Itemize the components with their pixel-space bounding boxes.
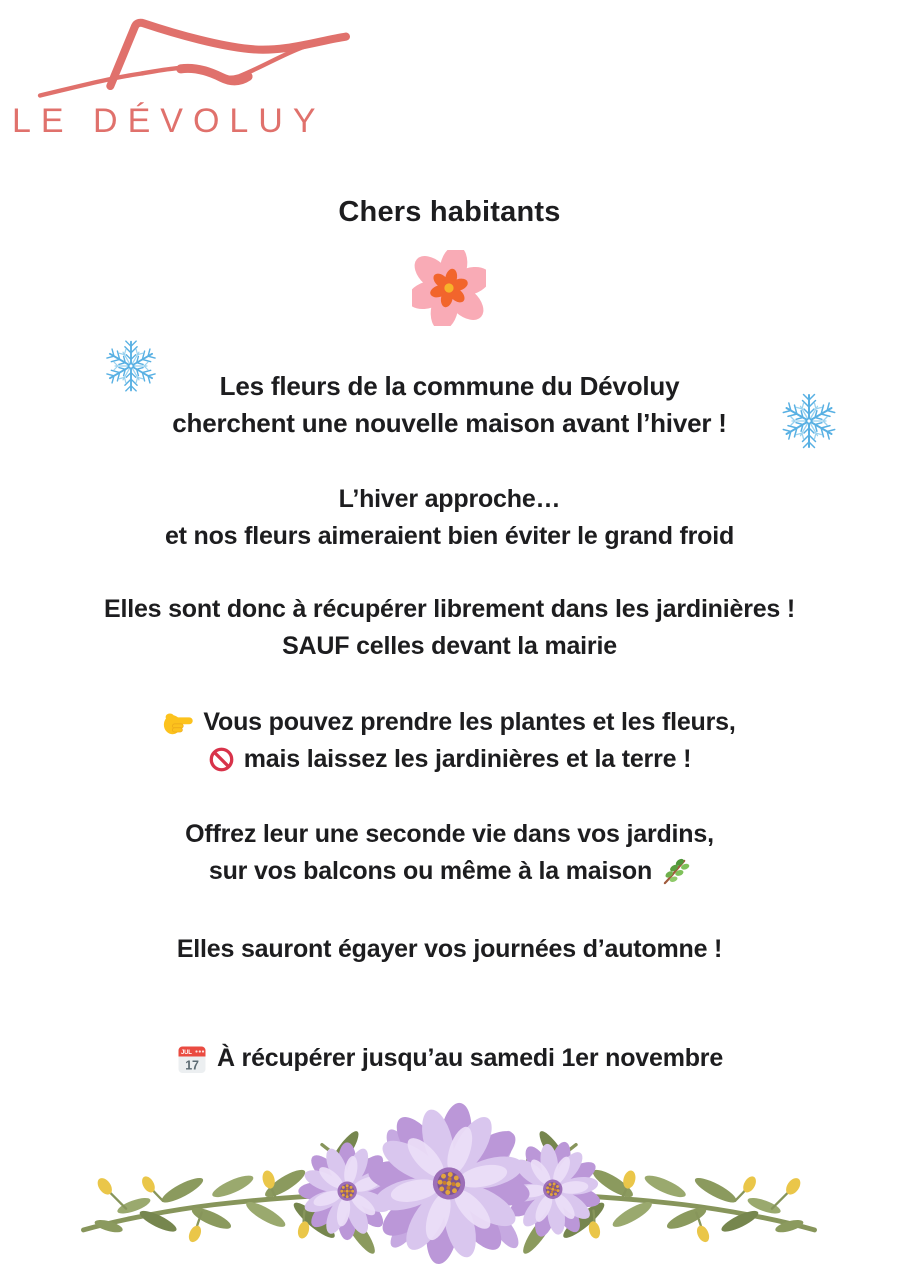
recup-line-1: Elles sont donc à récupérer librement dans les jardinières !: [103, 595, 796, 623]
paragraph-recuperation: [0, 591, 899, 665]
offer-line-1: Offrez leur une seconde vie dans vos jardins,: [185, 820, 714, 848]
hiver-line-1: L’hiver approche…: [338, 485, 561, 513]
deadline-line: [0, 1040, 899, 1077]
recup-line-2: SAUF celles devant la mairie: [282, 632, 617, 660]
cheer-text: Elles sauront égayer vos journées d’automne !: [176, 935, 723, 963]
intro-line-1: Les fleurs de la commune du Dévoluy: [219, 371, 680, 401]
leave-text: mais laissez les jardinières et la terre !: [243, 745, 692, 773]
deadline-text: À récupérer jusqu’au samedi 1er novembre: [216, 1044, 724, 1072]
paragraph-offer: [0, 816, 899, 890]
calendar-day: 17: [185, 1058, 199, 1072]
paragraph-cheer: [0, 931, 899, 968]
take-text: Vous pouvez prendre les plantes et les fleurs,: [203, 708, 736, 736]
logo-swoosh-icon: [28, 10, 358, 105]
paragraph-deadline: [0, 1040, 899, 1077]
take-line: [0, 704, 899, 741]
calendar-icon: [176, 1043, 208, 1075]
calendar-month: JUL: [180, 1049, 192, 1056]
leave-line: [0, 741, 899, 778]
garland-illustration: [66, 1094, 832, 1269]
intro-line-2: cherchent une nouvelle maison avant l’hiver !: [172, 408, 727, 438]
herb-icon: [661, 857, 690, 886]
brand-wordmark: LE DÉVOLUY: [12, 102, 326, 140]
intro-section: [0, 368, 899, 442]
offer-line-2: [0, 853, 899, 890]
logo: [8, 6, 368, 146]
hiver-line-2: et nos fleurs aimeraient bien éviter le grand froid: [164, 522, 735, 550]
paragraph-hiver: [0, 481, 899, 555]
prohibited-icon: [208, 746, 235, 773]
paragraph-consignes: [0, 704, 899, 778]
page-title: Chers habitants: [338, 196, 561, 228]
offer-text: sur vos balcons ou même à la maison: [208, 857, 653, 885]
point-right-icon: [163, 710, 194, 736]
blossom-icon: [412, 250, 486, 326]
